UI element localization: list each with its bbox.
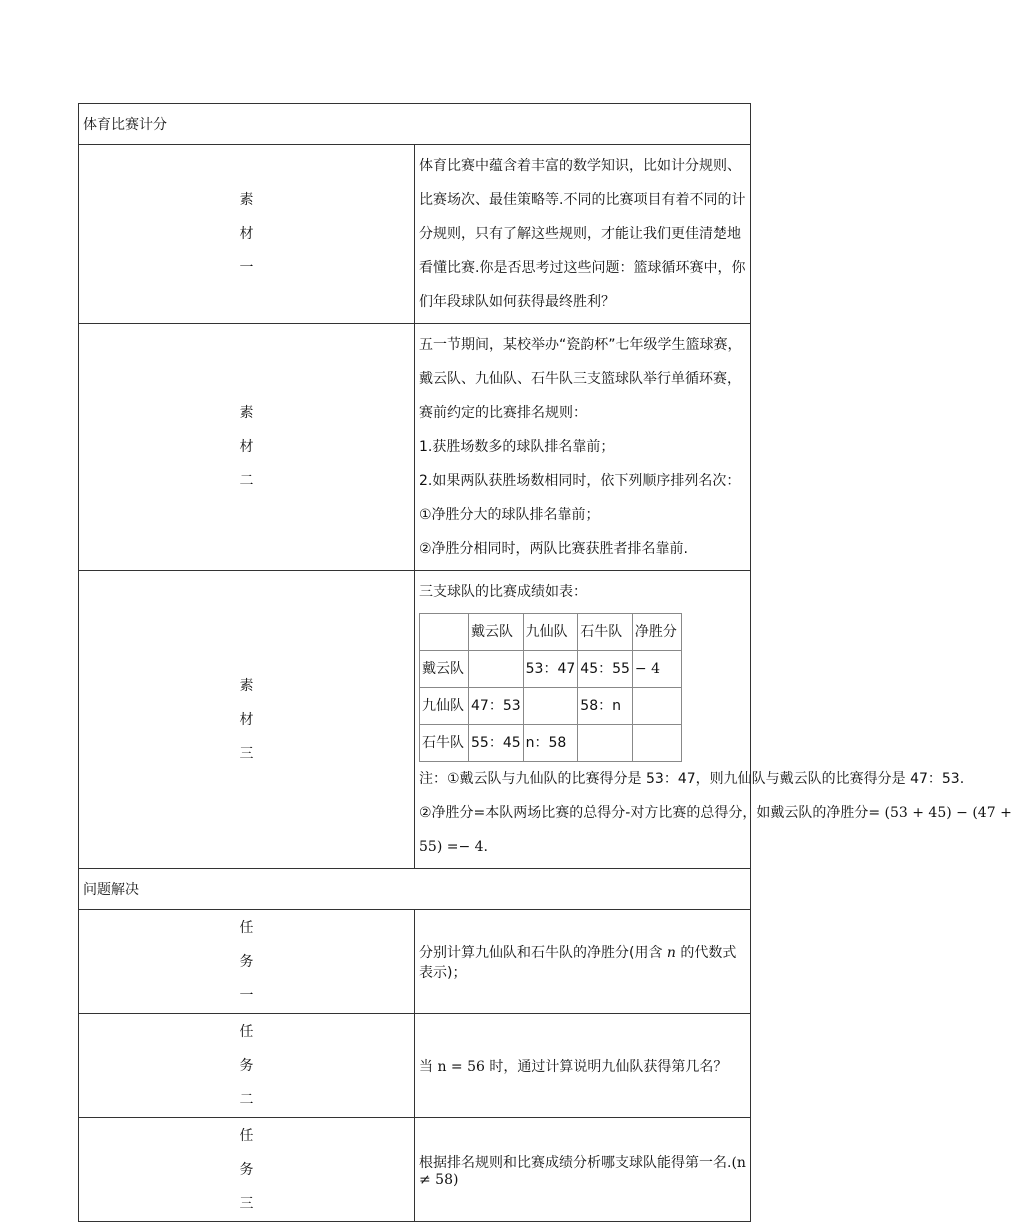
note-1: 注：①戴云队与九仙队的比赛得分是 53：47，则九仙队与戴云队的比赛得分是 47：53. [419,771,965,787]
document-page [78,103,1012,1222]
task3-row [79,1118,751,1222]
material3-row [79,571,751,869]
task2-row [79,1014,751,1118]
note-2: ②净胜分=本队两场比赛的总得分-对方比赛的总得分，如戴云队的净胜分= (53 + 45) − (47 + [419,805,1012,821]
rule-2-2: ②净胜分相同时，两队比赛获胜者排名靠前. [419,541,688,557]
note-2-cont: 55) =− 4. [419,839,488,855]
scores-intro: 三支球队的比赛成绩如表： [419,584,587,600]
task2-label: 任 务 二 [79,1014,415,1118]
task1-label: 任 务 一 [79,910,415,1014]
scores-row: 九仙队 47：53 58：n [420,688,682,725]
task3-label: 任 务 三 [79,1118,415,1222]
material1-label: 素 材 一 [79,145,415,324]
scores-row: 石牛队 55：45 n：58 [420,725,682,762]
task1-text: 分别计算九仙队和石牛队的净胜分(用含 n 的代数式表示)； [415,910,751,1014]
header-title: 体育比赛计分 [79,104,751,145]
material2-text [415,324,751,571]
task3-text: 根据排名规则和比赛成绩分析哪支球队能得第一名.(n ≠ 58) [415,1118,751,1222]
material1-text: 体育比赛中蕴含着丰富的数学知识，比如计分规则、比赛场次、最佳策略等.不同的比赛项目有着不同的计分规则，只有了解这些规则，才能让我们更佳清楚地看懂比赛.你是否思考过这些问题：篮球循环赛中，你们年段球队如何获得最终胜利？ [415,145,751,324]
material2-row [79,324,751,571]
task1-row [79,910,751,1014]
scores-row: 戴云队 53：47 45：55 − 4 [420,651,682,688]
worksheet-table [78,103,1012,1222]
material3-label: 素 材 三 [79,571,415,869]
rules-intro: 五一节期间，某校举办“瓷韵杯”七年级学生篮球赛，戴云队、九仙队、石牛队三支篮球队举行单循环赛，赛前约定的比赛排名规则： [419,337,742,421]
scores-table [419,613,682,762]
rule-2: 2.如果两队获胜场数相同时，依下列顺序排列名次： [419,473,741,489]
material3-content [415,571,1012,869]
material1-row [79,145,751,324]
material2-label: 素 材 二 [79,324,415,571]
scores-header-row: 戴云队 九仙队 石牛队 净胜分 [420,614,682,651]
rule-2-1: ①净胜分大的球队排名靠前； [419,507,600,523]
task2-text: 当 n = 56 时，通过计算说明九仙队获得第几名？ [415,1014,751,1118]
problem-title: 问题解决 [79,869,751,910]
rule-1: 1.获胜场数多的球队排名靠前； [419,439,615,455]
